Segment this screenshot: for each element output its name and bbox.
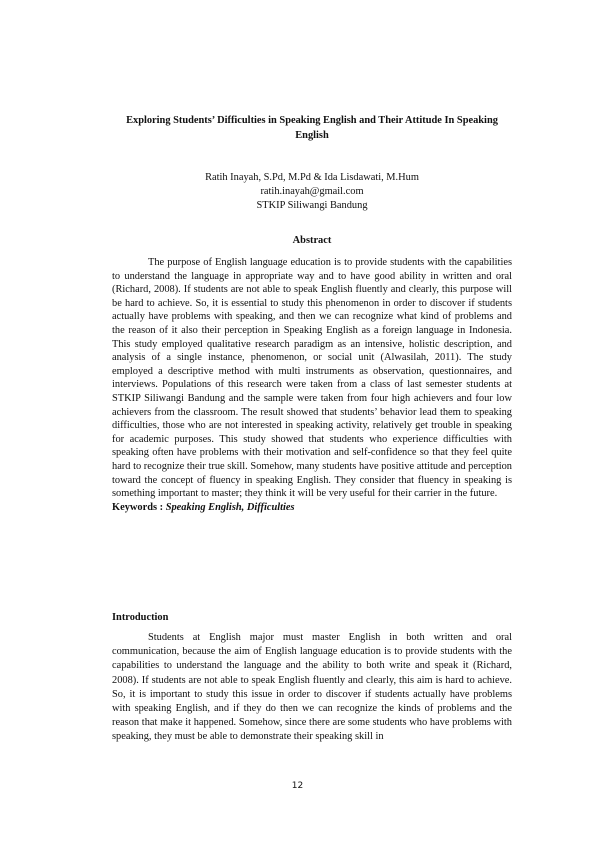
- abstract-heading: Abstract: [292, 235, 332, 246]
- author-email: ratih.inayah@gmail.com: [260, 186, 364, 197]
- page-number: 12: [291, 781, 304, 791]
- introduction-text: Students at English major must master English in both written and oral communication, because the aim of English language education is to provide students with the capabilities to understand the language and the ability to both write and speak it (Richard, 2008). If students are not able to speak English fluently and clearly, this aim is hard to achieve. So, it is important to study this issue in order to discover if students actually have problems with speaking English, and if they do then we can recognize the kinds of problems and the reason that make it happened. Somehow, since there are some students who have problems with speaking, they must be able to demonstrate their speaking skill in: [112, 632, 512, 743]
- author-block: [112, 171, 512, 213]
- author-names: Ratih Inayah, S.Pd, M.Pd & Ida Lisdawati, M.Hum: [205, 172, 419, 183]
- keywords-list: Speaking English, Difficulties: [165, 501, 295, 513]
- keywords-label: Keywords :: [112, 501, 164, 513]
- author-affiliation: STKIP Siliwangi Bandung: [256, 200, 368, 211]
- introduction-heading: Introduction: [112, 612, 169, 623]
- abstract-text: The purpose of English language education is to provide students with the capabilities to understand the language in appropriate way and to have good ability in written and oral (Richard, 2008). If students are not able to speak English fluently and clearly, this purpose will be hard to achieve. So, it is essential to study this phenomenon in order to discover if students actually have problems with speaking, and then we can recognize what kind of problems and the reason of it also their perception in Speaking English as a foreign language in Indonesia. This study employed qualitative research paradigm as an intensive, holistic description, and analysis of a single instance, phenomenon, or social unit (Alwasilah, 2011). The study employed a descriptive method with multi instruments as observation, questionnaires, and interviews. Populations of this research were taken from a class of last semester students at STKIP Siliwangi Bandung and the sample were taken from four high achievers and four low achievers from the classroom. The result showed that students’ behavior lead them to speaking difficulties, those who are not interested in speaking activity, relatively get trouble in speaking for academic purposes. This study showed that students who experience difficulties with speaking often have problems with their motivation and self-confidence so that they feel quite hard to recognize their true skill. Somehow, many students have positive attitude and perception toward the concept of fluency in speaking English. They consider that fluency in speaking is something important to master; they think it will be very useful for their carrier in the future.: [112, 257, 512, 500]
- paper-title: Exploring Students’ Difficulties in Speaking English and Their Attitude In Speaking English: [126, 115, 498, 141]
- abstract-section: [112, 256, 512, 514]
- keywords-line: [112, 501, 512, 515]
